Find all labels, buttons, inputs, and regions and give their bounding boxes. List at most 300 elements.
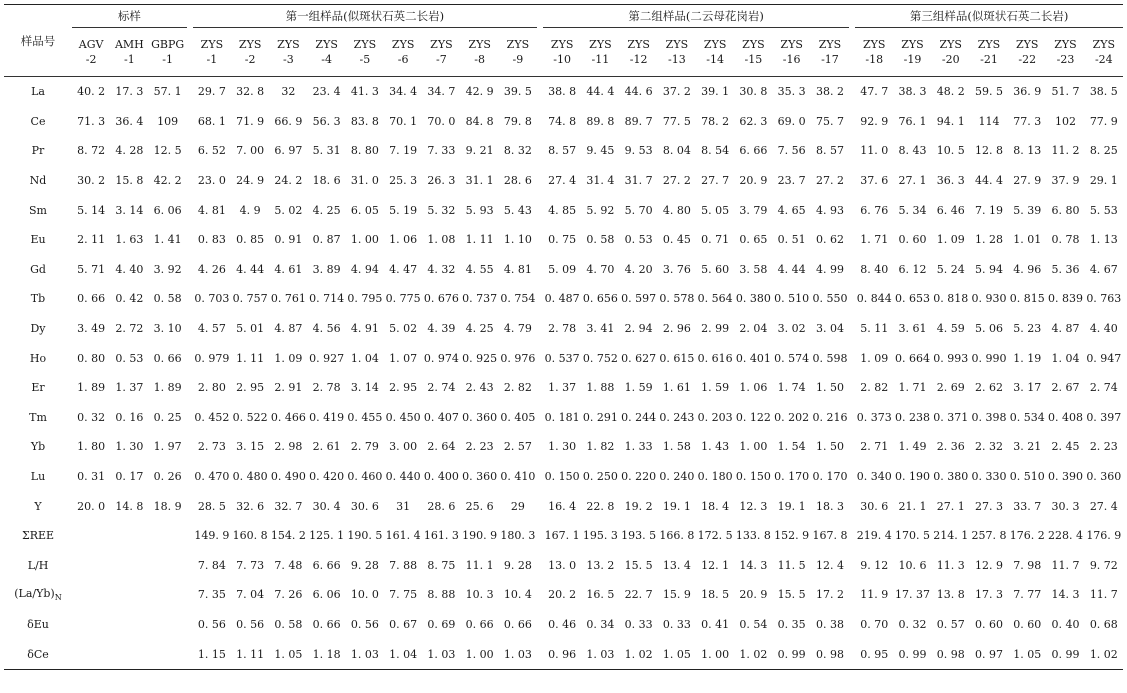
sample-code-number: -8: [474, 53, 486, 66]
value-cell: 0. 150: [544, 470, 580, 484]
value-cell: 0. 990: [971, 351, 1007, 365]
value-cell: 0. 87: [312, 233, 341, 247]
element-label-text: δCe: [27, 647, 49, 661]
value-cell: 0. 470: [194, 470, 230, 484]
value-cell: 1. 08: [427, 233, 456, 247]
value-cell: 0. 380: [735, 292, 771, 306]
value-cell: 1. 02: [1085, 639, 1123, 669]
element-label-text: Ce: [30, 114, 46, 128]
element-label: [4, 462, 72, 492]
value-cell: [110, 521, 148, 551]
value-cell: 3. 10: [153, 322, 182, 336]
value-cell: 0. 564: [697, 292, 733, 306]
value-cell: 0. 360: [1086, 470, 1122, 484]
element-label-text: Lu: [30, 470, 46, 484]
value-cell: [72, 639, 110, 669]
value-cell: 1. 04: [384, 639, 422, 669]
value-cell: [110, 551, 148, 581]
value-cell: 1. 05: [269, 639, 307, 669]
value-cell: 4. 85: [548, 203, 577, 217]
value-cell: 2. 32: [975, 440, 1004, 454]
value-cell: 0. 676: [423, 292, 459, 306]
element-label: [4, 225, 72, 255]
value-cell: 2. 94: [624, 322, 653, 336]
value-cell: 32. 8: [236, 85, 265, 99]
value-cell: 2. 74: [427, 381, 456, 395]
value-cell: 24. 9: [236, 174, 265, 188]
value-cell: 1. 80: [77, 440, 106, 454]
element-label: [4, 314, 72, 344]
value-cell: 29: [510, 499, 525, 513]
value-cell: 0. 466: [270, 410, 306, 424]
value-cell: 0. 26: [153, 470, 182, 484]
value-cell: 4. 9: [239, 203, 261, 217]
value-cell: 20. 0: [77, 499, 106, 513]
value-cell: 0. 71: [701, 233, 730, 247]
value-cell: 4. 57: [197, 322, 226, 336]
value-cell: 0. 752: [582, 351, 618, 365]
value-cell: 3. 76: [662, 262, 691, 276]
value-cell: 31. 1: [465, 174, 494, 188]
sample-code-header: [499, 28, 537, 77]
value-cell: 1. 54: [777, 440, 806, 454]
value-cell: 62. 3: [739, 114, 768, 128]
value-cell: 1. 06: [389, 233, 418, 247]
value-cell: 38. 8: [548, 85, 577, 99]
value-cell: 8. 72: [77, 144, 106, 158]
value-cell: [72, 580, 110, 610]
value-cell: 0. 408: [1048, 410, 1084, 424]
value-cell: 8. 04: [662, 144, 691, 158]
value-cell: 4. 80: [662, 203, 691, 217]
value-cell: 190. 9: [462, 529, 498, 543]
value-cell: 7. 19: [975, 203, 1004, 217]
value-cell: 17. 3: [115, 85, 144, 99]
value-cell: 33. 7: [1013, 499, 1042, 513]
element-label: [4, 521, 72, 551]
sample-code-number: -4: [321, 53, 333, 66]
value-cell: 2. 91: [274, 381, 303, 395]
value-cell: 38. 3: [898, 85, 927, 99]
value-cell: 1. 03: [346, 639, 384, 669]
value-cell: 4. 96: [1013, 262, 1042, 276]
value-cell: 25. 6: [465, 499, 494, 513]
value-cell: 2. 11: [77, 233, 106, 247]
value-cell: 1. 28: [975, 233, 1004, 247]
value-cell: 1. 82: [586, 440, 615, 454]
element-label: [4, 77, 72, 107]
value-cell: 125. 1: [309, 529, 345, 543]
value-cell: 2. 61: [312, 440, 341, 454]
value-cell: 0. 96: [543, 639, 581, 669]
table-row: [4, 551, 1123, 581]
value-cell: 0. 340: [856, 470, 892, 484]
sample-code-name: ZYS: [977, 38, 1001, 51]
value-cell: 0. 460: [347, 470, 383, 484]
value-cell: 2. 95: [236, 381, 265, 395]
element-label-text: Nd: [29, 174, 47, 188]
value-cell: 4. 25: [312, 203, 341, 217]
value-cell: 8. 75: [427, 558, 456, 572]
value-cell: 17. 37: [895, 588, 931, 602]
value-cell: 5. 06: [975, 322, 1004, 336]
value-cell: 11. 9: [860, 588, 889, 602]
value-cell: 0. 68: [1089, 617, 1118, 631]
sample-code-name: ZYS: [589, 38, 612, 51]
value-cell: 4. 28: [115, 144, 144, 158]
value-cell: 4. 44: [777, 262, 806, 276]
element-label: [4, 551, 72, 581]
value-cell: 0. 65: [739, 233, 768, 247]
value-cell: 70. 1: [389, 114, 418, 128]
sample-code-name: ZYS: [1092, 38, 1116, 51]
value-cell: 3. 04: [815, 322, 844, 336]
value-cell: 109: [157, 114, 179, 128]
value-cell: 0. 419: [309, 410, 345, 424]
value-cell: 7. 00: [236, 144, 265, 158]
value-cell: 3. 92: [153, 262, 182, 276]
value-cell: 5. 02: [274, 203, 303, 217]
value-cell: 2. 69: [936, 381, 965, 395]
value-cell: 5. 39: [1013, 203, 1042, 217]
value-cell: 18. 3: [815, 499, 844, 513]
value-cell: 5. 43: [503, 203, 532, 217]
element-label-text: ΣREE: [21, 529, 55, 543]
value-cell: 0. 578: [659, 292, 695, 306]
value-cell: 12. 5: [153, 144, 182, 158]
element-label-text: δEu: [27, 617, 49, 631]
value-cell: 0. 91: [274, 233, 303, 247]
sample-code-header: [581, 28, 619, 77]
value-cell: 27. 9: [1013, 174, 1042, 188]
value-cell: 3. 61: [898, 322, 927, 336]
value-cell: 0. 775: [385, 292, 421, 306]
value-cell: 1. 11: [231, 639, 269, 669]
value-cell: 94. 1: [936, 114, 965, 128]
value-cell: 26. 3: [427, 174, 456, 188]
sample-code-name: AMH: [114, 38, 144, 51]
value-cell: 3. 15: [236, 440, 265, 454]
value-cell: 36. 4: [115, 114, 144, 128]
value-cell: 0. 574: [774, 351, 810, 365]
value-cell: 0. 615: [659, 351, 695, 365]
table-row: [4, 373, 1123, 403]
value-cell: 8. 43: [898, 144, 927, 158]
value-cell: 11. 7: [1051, 558, 1080, 572]
element-label-text: (La/Yb): [14, 587, 55, 601]
value-cell: 42. 9: [465, 85, 494, 99]
element-label-text: Eu: [30, 233, 46, 247]
value-cell: 30. 8: [739, 85, 768, 99]
value-cell: [149, 610, 187, 640]
sample-code-number: -2: [244, 53, 256, 66]
value-cell: 2. 71: [860, 440, 889, 454]
value-cell: 3. 14: [115, 203, 144, 217]
value-cell: 2. 99: [701, 322, 730, 336]
value-cell: 23. 0: [197, 174, 226, 188]
value-cell: 5. 71: [77, 262, 106, 276]
sample-code-header: [1046, 28, 1084, 77]
value-cell: 7. 19: [389, 144, 418, 158]
value-cell: 1. 63: [115, 233, 144, 247]
sample-code-name: ZYS: [627, 38, 650, 51]
value-cell: 2. 72: [115, 322, 144, 336]
value-cell: 15. 9: [662, 588, 691, 602]
value-cell: 0. 510: [774, 292, 810, 306]
element-label-text: La: [31, 85, 45, 99]
value-cell: 0. 398: [971, 410, 1007, 424]
value-cell: 0. 181: [544, 410, 580, 424]
value-cell: 71. 3: [77, 114, 106, 128]
value-cell: 8. 54: [701, 144, 730, 158]
value-cell: 6. 66: [312, 558, 341, 572]
value-cell: 1. 89: [77, 381, 106, 395]
value-cell: 30. 4: [312, 499, 341, 513]
value-cell: 2. 43: [465, 381, 494, 395]
value-cell: 6. 76: [860, 203, 889, 217]
value-cell: 0. 38: [815, 617, 844, 631]
table-row: [4, 314, 1123, 344]
group-header: 标样: [72, 5, 187, 28]
value-cell: 27. 4: [548, 174, 577, 188]
value-cell: 9. 28: [503, 558, 532, 572]
value-cell: 7. 33: [427, 144, 456, 158]
value-cell: 1. 05: [1008, 639, 1046, 669]
value-cell: 152. 9: [774, 529, 810, 543]
element-label: [4, 373, 72, 403]
element-label: [4, 343, 72, 373]
element-label: [4, 136, 72, 166]
value-cell: 0. 58: [586, 233, 615, 247]
value-cell: 0. 31: [77, 470, 106, 484]
value-cell: 2. 74: [1089, 381, 1118, 395]
value-cell: 0. 927: [309, 351, 345, 365]
value-cell: 0. 405: [500, 410, 536, 424]
value-cell: 29. 1: [1089, 174, 1118, 188]
value-cell: 0. 238: [895, 410, 931, 424]
value-cell: 4. 61: [274, 262, 303, 276]
value-cell: 176. 2: [1009, 529, 1045, 543]
value-cell: 9. 45: [586, 144, 615, 158]
value-cell: 77. 9: [1089, 114, 1118, 128]
value-cell: 0. 400: [423, 470, 459, 484]
value-cell: 5. 34: [898, 203, 927, 217]
sample-code-header: [149, 28, 187, 77]
value-cell: 40. 2: [77, 85, 106, 99]
value-cell: 41. 3: [350, 85, 379, 99]
value-cell: 92. 9: [860, 114, 889, 128]
value-cell: 1. 00: [696, 639, 734, 669]
value-cell: 44. 6: [624, 85, 653, 99]
element-label: [4, 284, 72, 314]
value-cell: 0. 70: [860, 617, 889, 631]
sample-code-number: -23: [1056, 53, 1075, 66]
value-cell: 10. 3: [465, 588, 494, 602]
value-cell: 39. 5: [503, 85, 532, 99]
value-cell: 24. 2: [274, 174, 303, 188]
table-row: [4, 491, 1123, 521]
value-cell: 12. 9: [975, 558, 1004, 572]
value-cell: 0. 95: [855, 639, 893, 669]
ree-data-table: [4, 4, 1123, 670]
value-cell: 23. 4: [312, 85, 341, 99]
value-cell: 0. 180: [697, 470, 733, 484]
element-label-text: L/H: [27, 558, 49, 572]
value-cell: 3. 00: [389, 440, 418, 454]
value-cell: 0. 150: [735, 470, 771, 484]
value-cell: 6. 06: [153, 203, 182, 217]
value-cell: 1. 50: [815, 381, 844, 395]
value-cell: 13. 4: [662, 558, 691, 572]
value-cell: 28. 5: [197, 499, 226, 513]
value-cell: 28. 6: [503, 174, 532, 188]
value-cell: 1. 09: [274, 351, 303, 365]
value-cell: 0. 380: [933, 470, 969, 484]
value-cell: 10. 6: [898, 558, 927, 572]
value-cell: 18. 9: [153, 499, 182, 513]
value-cell: 0. 54: [739, 617, 768, 631]
value-cell: 11. 3: [936, 558, 965, 572]
value-cell: 5. 92: [586, 203, 615, 217]
value-cell: 16. 4: [548, 499, 577, 513]
value-cell: 8. 25: [1089, 144, 1118, 158]
value-cell: 0. 60: [898, 233, 927, 247]
sample-code-name: ZYS: [818, 38, 842, 51]
sample-code-number: -1: [206, 53, 218, 66]
sample-code-header: [384, 28, 422, 77]
value-cell: 5. 53: [1089, 203, 1118, 217]
value-cell: 0. 522: [232, 410, 268, 424]
value-cell: 0. 360: [462, 470, 498, 484]
element-label-text: Ho: [29, 351, 47, 365]
value-cell: 27. 2: [815, 174, 844, 188]
value-cell: 2. 78: [312, 381, 341, 395]
value-cell: 42. 2: [153, 174, 182, 188]
value-cell: 0. 35: [777, 617, 806, 631]
value-cell: 31. 0: [350, 174, 379, 188]
value-cell: 6. 97: [274, 144, 303, 158]
table-row: [4, 462, 1123, 492]
element-label: [4, 195, 72, 225]
value-cell: 1. 71: [860, 233, 889, 247]
value-cell: [72, 610, 110, 640]
value-cell: 0. 250: [582, 470, 618, 484]
value-cell: [72, 521, 110, 551]
element-label-text: Er: [31, 381, 45, 395]
value-cell: 1. 61: [662, 381, 691, 395]
value-cell: 0. 763: [1086, 292, 1122, 306]
value-cell: 4. 91: [350, 322, 379, 336]
value-cell: 21. 1: [898, 499, 927, 513]
value-cell: 0. 53: [624, 233, 653, 247]
value-cell: 5. 01: [236, 322, 265, 336]
value-cell: 228. 4: [1048, 529, 1084, 543]
sample-code-name: ZYS: [277, 38, 300, 51]
value-cell: 3. 02: [777, 322, 806, 336]
sample-code-number: -22: [1018, 53, 1037, 66]
value-cell: 17. 3: [975, 588, 1004, 602]
value-cell: 51. 7: [1051, 85, 1080, 99]
value-cell: 37. 9: [1051, 174, 1080, 188]
value-cell: 66. 9: [274, 114, 303, 128]
value-cell: 11. 2: [1051, 144, 1080, 158]
sample-code-number: -11: [591, 53, 610, 66]
value-cell: 8. 40: [860, 262, 889, 276]
value-cell: 193. 5: [621, 529, 657, 543]
value-cell: 7. 48: [274, 558, 303, 572]
value-cell: 1. 37: [115, 381, 144, 395]
table-row: [4, 195, 1123, 225]
sample-code-header: [811, 28, 849, 77]
value-cell: 34. 7: [427, 85, 456, 99]
element-label: [4, 403, 72, 433]
value-cell: 5. 94: [975, 262, 1004, 276]
sample-code-number: -19: [903, 53, 922, 66]
sample-code-name: ZYS: [550, 38, 574, 51]
value-cell: 34. 4: [389, 85, 418, 99]
value-cell: 0. 69: [427, 617, 456, 631]
value-cell: 0. 45: [662, 233, 691, 247]
value-cell: 27. 7: [701, 174, 730, 188]
value-cell: 29. 7: [197, 85, 226, 99]
value-cell: 5. 36: [1051, 262, 1080, 276]
value-cell: 5. 14: [77, 203, 106, 217]
value-cell: 5. 24: [936, 262, 965, 276]
sample-code-header: [1085, 28, 1123, 77]
value-cell: 8. 88: [427, 588, 456, 602]
value-cell: 0. 216: [812, 410, 848, 424]
value-cell: 0. 490: [270, 470, 306, 484]
sample-code-name: ZYS: [901, 38, 924, 51]
sample-code-number: -12: [629, 53, 648, 66]
value-cell: 0. 40: [1051, 617, 1080, 631]
value-cell: [149, 639, 187, 669]
value-cell: 0. 993: [933, 351, 969, 365]
value-cell: 0. 597: [621, 292, 657, 306]
value-cell: 28. 6: [427, 499, 456, 513]
value-cell: 37. 2: [662, 85, 691, 99]
value-cell: 4. 65: [777, 203, 806, 217]
value-cell: 25. 3: [389, 174, 418, 188]
value-cell: 133. 8: [735, 529, 771, 543]
group-header: 第三组样品(似斑状石英二长岩): [855, 5, 1123, 28]
value-cell: 1. 05: [658, 639, 696, 669]
table-row: [4, 77, 1123, 107]
value-cell: 0. 98: [932, 639, 970, 669]
value-cell: 68. 1: [197, 114, 226, 128]
value-cell: 44. 4: [586, 85, 615, 99]
sample-code-name: ZYS: [391, 38, 415, 51]
element-label-text: Gd: [30, 262, 46, 276]
value-cell: 6. 66: [739, 144, 768, 158]
sample-code-header: [346, 28, 384, 77]
value-cell: 0. 420: [309, 470, 345, 484]
value-cell: 0. 390: [1048, 470, 1084, 484]
value-cell: 70. 0: [427, 114, 456, 128]
value-cell: 30. 6: [350, 499, 379, 513]
value-cell: 0. 240: [659, 470, 695, 484]
value-cell: 0. 60: [975, 617, 1004, 631]
value-cell: 4. 26: [197, 262, 226, 276]
value-cell: 2. 23: [1089, 440, 1118, 454]
element-label: [4, 610, 72, 640]
value-cell: 9. 72: [1089, 558, 1118, 572]
sample-code-name: ZYS: [1054, 38, 1077, 51]
value-cell: 0. 32: [77, 410, 106, 424]
value-cell: 27. 1: [936, 499, 965, 513]
value-cell: 0. 56: [197, 617, 226, 631]
sample-code-name: ZYS: [1016, 38, 1039, 51]
